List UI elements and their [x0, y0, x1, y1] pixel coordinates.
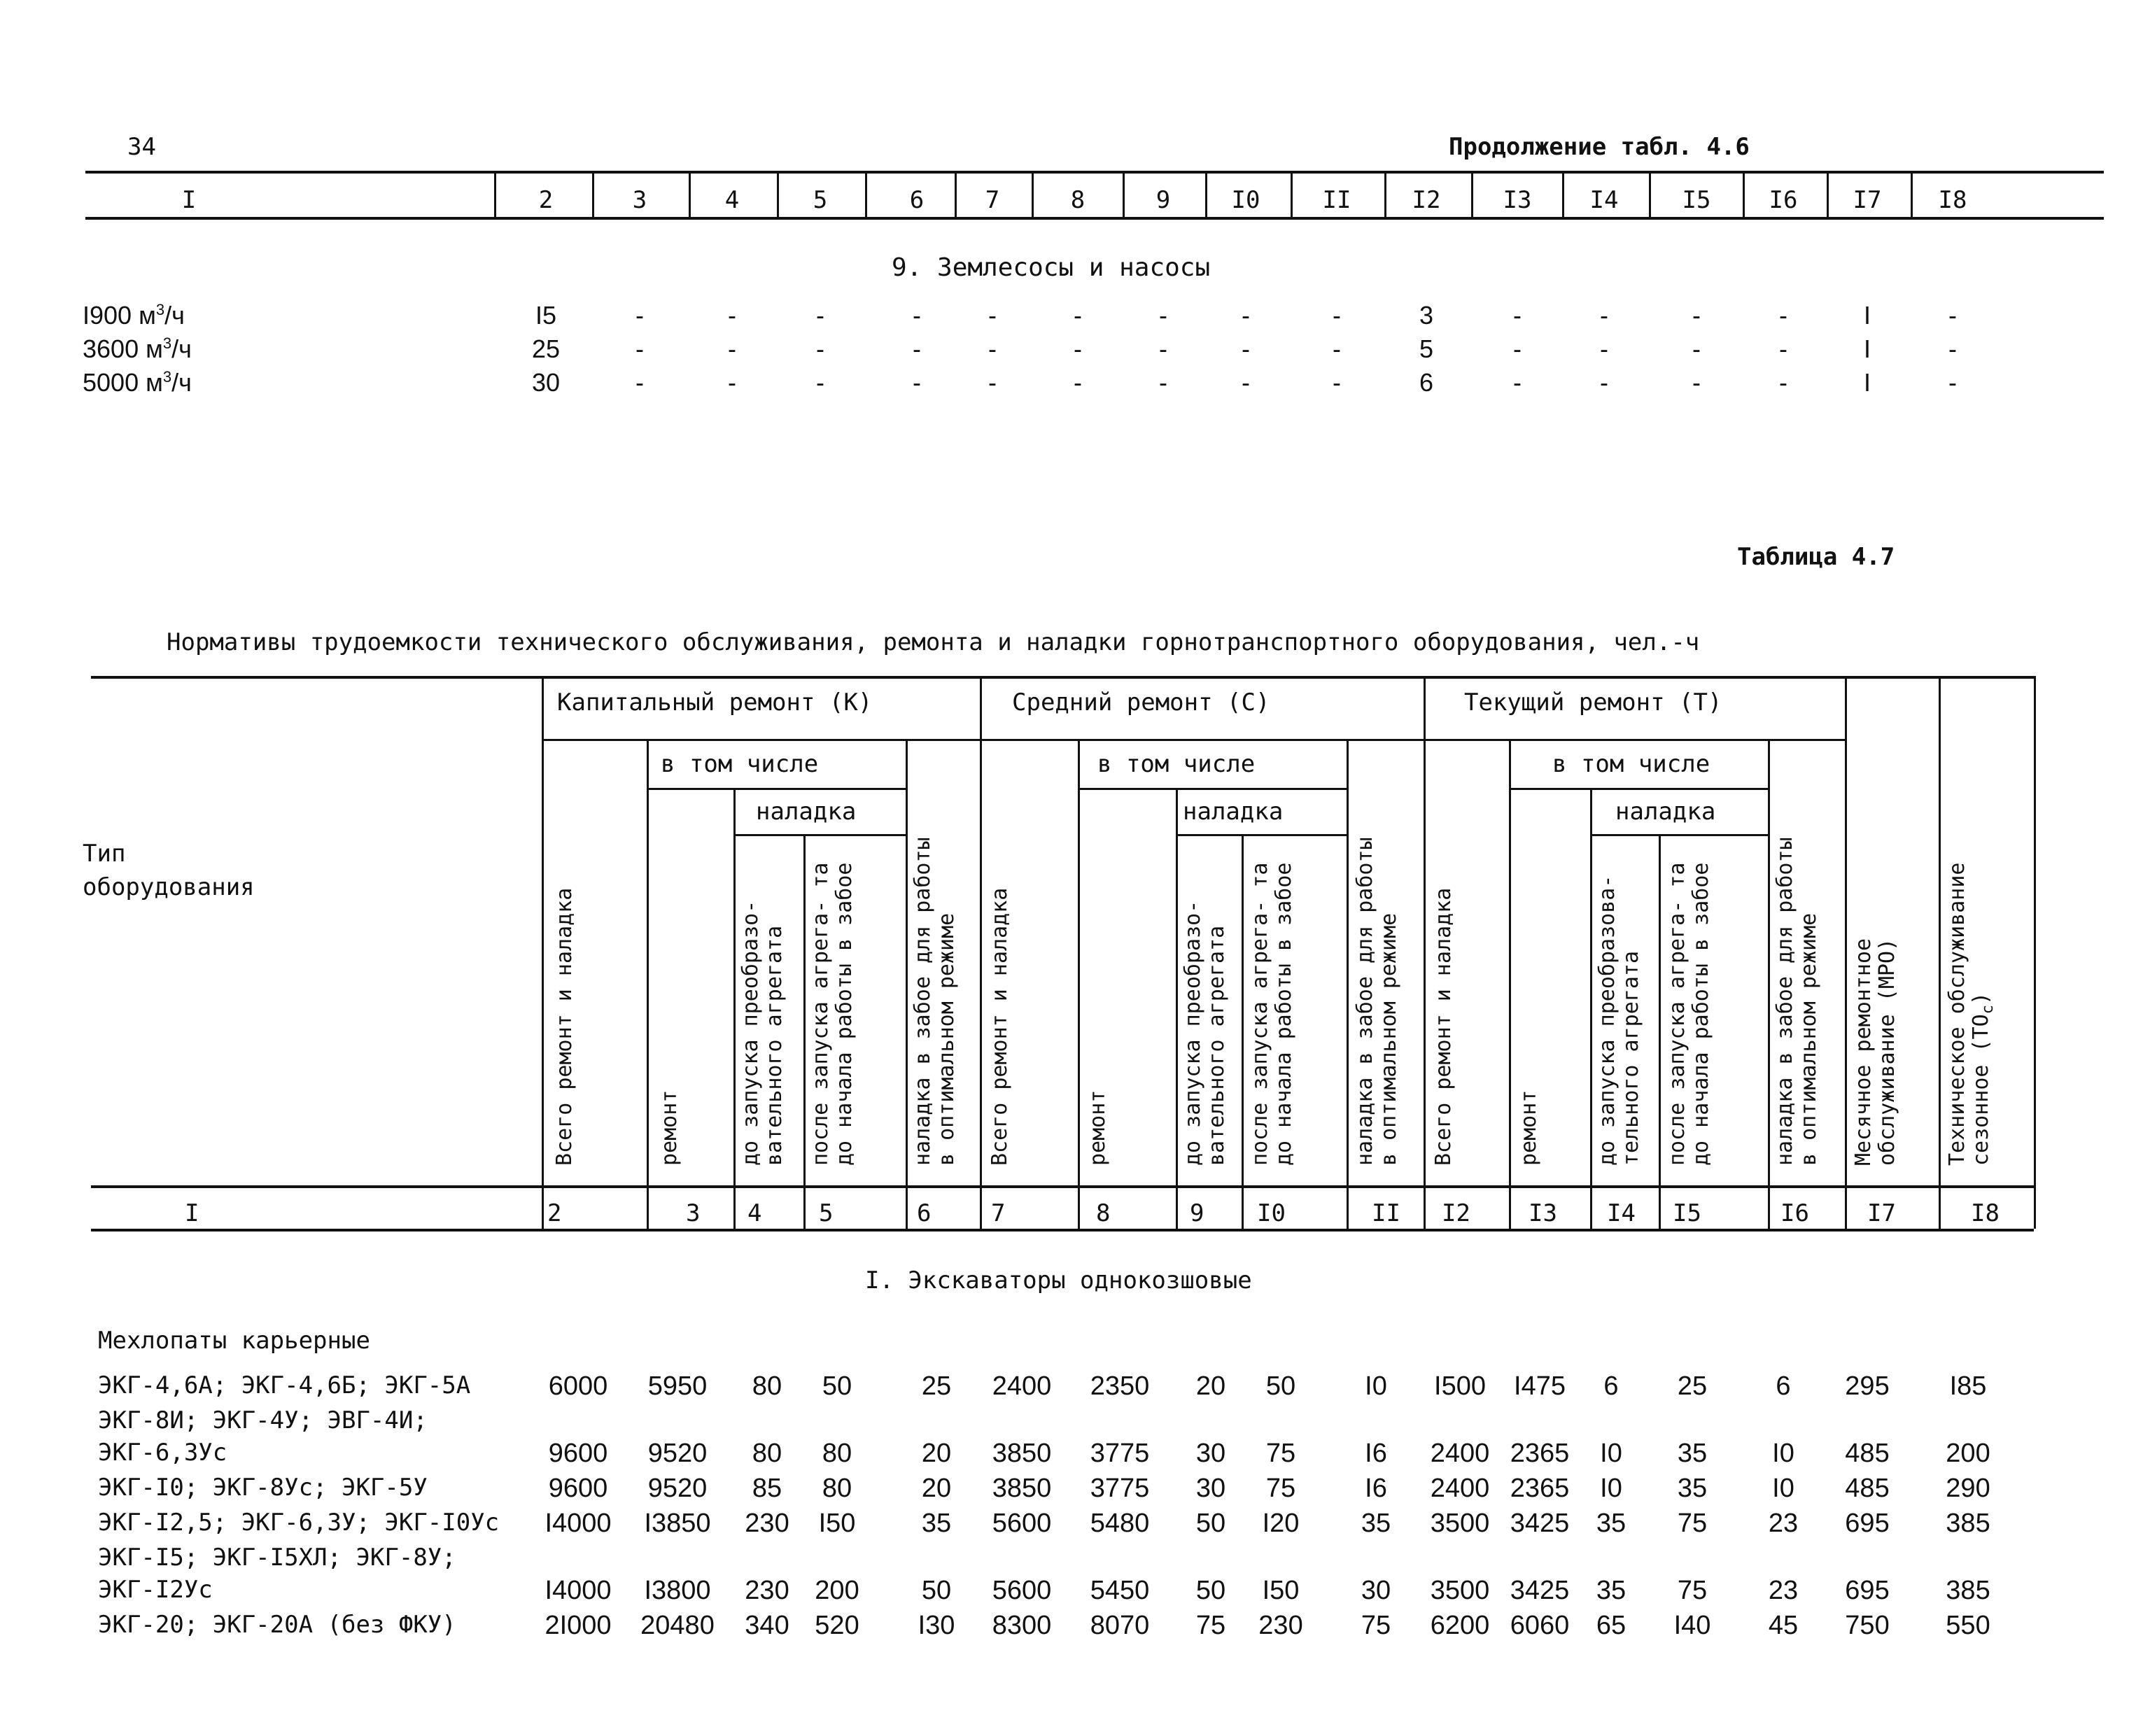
table-cell: 5600 — [992, 1509, 1052, 1538]
equipment-name: ЭКГ-I2,5; ЭКГ-6,3У; ЭКГ-I0Ус — [98, 1509, 500, 1537]
t46-cell: - — [988, 301, 997, 330]
table-cell: I50 — [1262, 1576, 1300, 1605]
t46-cell: - — [1074, 334, 1082, 363]
t46-divider — [1032, 171, 1034, 217]
t46-cell: - — [913, 334, 921, 363]
t46-col-number: 6 — [909, 186, 925, 214]
table-cell: 35 — [1596, 1509, 1626, 1538]
table-cell: 50 — [822, 1371, 852, 1401]
table-cell: 75 — [1677, 1576, 1708, 1605]
t46-col-number: I5 — [1682, 186, 1711, 214]
t46-row-label: 3600 $м^3/ч$ — [83, 334, 192, 363]
t47-col-number: I0 — [1257, 1199, 1286, 1227]
table-cell: I6 — [1365, 1474, 1387, 1503]
t47-col-number: 4 — [747, 1199, 762, 1227]
table-cell: 230 — [745, 1576, 789, 1605]
table-cell: 290 — [1946, 1474, 1990, 1503]
table-cell: 385 — [1946, 1509, 1990, 1538]
t46-cell: - — [1600, 368, 1608, 397]
t47-divider — [1590, 788, 1592, 1229]
t47-divider — [1509, 739, 1511, 1229]
t47-s-nal-rule — [1176, 834, 1347, 836]
t47-divider — [1768, 739, 1770, 1229]
table-cell: I475 — [1514, 1371, 1566, 1401]
t46-cell: - — [816, 301, 824, 330]
t46-section-title: 9. Землесосы и насосы — [892, 253, 1211, 282]
s-naladka-label: наладка — [1183, 798, 1284, 826]
t46-cell: - — [635, 368, 644, 397]
table-cell: 6 — [1776, 1371, 1791, 1401]
col-3-header: ремонт — [657, 1089, 682, 1166]
t46-col-number: 7 — [985, 186, 1000, 214]
t46-cell: - — [635, 334, 644, 363]
t46-cell: - — [1692, 368, 1701, 397]
table-cell: I50 — [818, 1509, 856, 1538]
t47-divider — [1347, 739, 1349, 1229]
t47-top-rule — [91, 676, 2034, 679]
table-cell: 695 — [1845, 1509, 1890, 1538]
table-label: Таблица 4.7 — [1737, 543, 1895, 571]
table-cell: 35 — [1677, 1439, 1708, 1468]
table-cell: 200 — [815, 1576, 859, 1605]
table-cell: 75 — [1361, 1611, 1391, 1640]
t-vtom-label: в том числе — [1552, 750, 1710, 778]
table-cell: 3850 — [992, 1474, 1052, 1503]
k-vtom-label: в том числе — [661, 750, 819, 778]
t46-divider — [1123, 171, 1125, 217]
t47-divider — [1939, 676, 1941, 1229]
t46-cell: - — [988, 334, 997, 363]
t46-divider — [777, 171, 779, 217]
table-cell: 30 — [1361, 1576, 1391, 1605]
t47-col-number: 8 — [1096, 1199, 1111, 1227]
table-cell: 3425 — [1510, 1576, 1570, 1605]
table-cell: 75 — [1265, 1474, 1296, 1503]
table-cell: 80 — [752, 1371, 782, 1401]
t47-divider — [980, 676, 982, 1229]
t46-cell: - — [1948, 301, 1957, 330]
t46-cell: I5 — [535, 301, 557, 330]
t46-cell: I — [1863, 368, 1871, 397]
t46-cell: - — [1159, 334, 1167, 363]
table-cell: 2400 — [1430, 1474, 1490, 1503]
table-cell: 20 — [921, 1439, 952, 1468]
t46-divider — [592, 171, 594, 217]
continuation-label: Продолжение табл. 4.6 — [1449, 133, 1750, 161]
t46-cell: 5 — [1419, 334, 1434, 363]
t46-col-number: 3 — [632, 186, 647, 214]
section-title: I. Экскаваторы однокозшовые — [865, 1266, 1252, 1294]
col-13-header: ремонт — [1517, 1089, 1541, 1166]
table-cell: 295 — [1845, 1371, 1890, 1401]
t47-k-nal-rule — [733, 834, 906, 836]
t47-divider — [906, 739, 908, 1229]
table-cell: 2365 — [1510, 1439, 1570, 1468]
t46-col-number: I3 — [1503, 186, 1532, 214]
t46-cell: - — [1692, 334, 1701, 363]
t47-col-number: I4 — [1607, 1199, 1636, 1227]
t46-cell: I — [1863, 301, 1871, 330]
table-cell: 30 — [1195, 1439, 1226, 1468]
group-t-label: Текущий ремонт (Т) — [1464, 689, 1722, 717]
t46-bottom-rule — [85, 217, 2104, 220]
t46-cell: I — [1863, 334, 1871, 363]
t47-divider — [1845, 676, 1847, 1229]
table-cell: 520 — [815, 1611, 859, 1640]
t47-col-number: I6 — [1780, 1199, 1809, 1227]
t46-cell: - — [1159, 368, 1167, 397]
t47-col-number: 5 — [819, 1199, 834, 1227]
col-16-header: наладка в забое для работы в оптимальном режиме — [1773, 837, 1821, 1166]
t47-col-number: 6 — [917, 1199, 932, 1227]
table-cell: 5480 — [1090, 1509, 1150, 1538]
table-cell: 3500 — [1430, 1576, 1490, 1605]
table-cell: 6000 — [548, 1371, 608, 1401]
t46-col-number: 9 — [1155, 186, 1171, 214]
t46-cell: 25 — [531, 334, 561, 363]
col-9-header: до запуска преобразо- вательного агрегата — [1181, 900, 1229, 1166]
col-8-header: ремонт — [1085, 1089, 1110, 1166]
t47-t-vtom-rule — [1509, 788, 1768, 790]
table-cell: 485 — [1845, 1439, 1890, 1468]
table-cell: 20 — [1195, 1371, 1226, 1401]
col-15-header: после запуска агрега- та до начала работы в забое — [1665, 862, 1713, 1166]
table-cell: 23 — [1768, 1509, 1799, 1538]
equipment-name: ЭКГ-8И; ЭКГ-4У; ЭВГ-4И; — [98, 1406, 428, 1434]
t47-divider — [1659, 834, 1661, 1229]
table-cell: 80 — [822, 1439, 852, 1468]
table-cell: 35 — [1361, 1509, 1391, 1538]
t46-cell: 30 — [531, 368, 561, 397]
t47-s-vtom-rule — [1078, 788, 1347, 790]
t46-cell: - — [728, 301, 736, 330]
t46-cell: - — [1779, 301, 1787, 330]
col-4-header: до запуска преобразо- вательного агрегата — [738, 900, 787, 1166]
t46-cell: - — [1242, 368, 1250, 397]
table-cell: 35 — [1677, 1474, 1708, 1503]
table-cell: 3425 — [1510, 1509, 1570, 1538]
table-cell: 6 — [1603, 1371, 1619, 1401]
table-cell: 3850 — [992, 1439, 1052, 1468]
t46-cell: - — [816, 334, 824, 363]
table-cell: 50 — [1265, 1371, 1296, 1401]
table-cell: 75 — [1265, 1439, 1296, 1468]
table-caption: Нормативы трудоемкости технического обслуживания, ремонта и наладки горнотранспортного оборудования, чел.-ч — [167, 628, 1700, 656]
t46-cell: - — [1600, 301, 1608, 330]
t46-cell: - — [1074, 368, 1082, 397]
col-2-header: Всего ремонт и наладка — [552, 887, 577, 1166]
t46-divider — [1471, 171, 1473, 217]
t46-cell: - — [1333, 334, 1341, 363]
table-cell: 75 — [1195, 1611, 1226, 1640]
t47-divider — [1242, 834, 1244, 1229]
t46-col-number: I — [181, 186, 197, 214]
t47-numbers-bottom-rule — [91, 1229, 2034, 1232]
t46-col-number: 5 — [813, 186, 828, 214]
t47-col-number: 3 — [686, 1199, 701, 1227]
table-cell: I0 — [1772, 1439, 1794, 1468]
table-cell: 80 — [752, 1439, 782, 1468]
t46-cell: - — [1948, 368, 1957, 397]
t46-col-number: I8 — [1938, 186, 1967, 214]
t47-divider — [1176, 788, 1178, 1229]
table-cell: 5450 — [1090, 1576, 1150, 1605]
table-cell: 2365 — [1510, 1474, 1570, 1503]
t46-cell: - — [1600, 334, 1608, 363]
col-11-header: наладка в забое для работы в оптимальном режиме — [1353, 837, 1401, 1166]
t46-cell: - — [1692, 301, 1701, 330]
t47-col-number: I2 — [1442, 1199, 1470, 1227]
table-cell: 9520 — [647, 1439, 708, 1468]
t47-col-number: I5 — [1673, 1199, 1701, 1227]
t46-col-number: 4 — [724, 186, 740, 214]
t46-divider — [689, 171, 691, 217]
equipment-name: ЭКГ-20; ЭКГ-20А (без ФКУ) — [98, 1611, 456, 1639]
table-cell: 695 — [1845, 1576, 1890, 1605]
table-cell: 200 — [1946, 1439, 1990, 1468]
t46-cell: - — [635, 301, 644, 330]
t47-col-number: 9 — [1190, 1199, 1204, 1227]
col-5-header: после запуска агрега- та до начала работы в забое — [808, 862, 857, 1166]
table-cell: 50 — [1195, 1509, 1226, 1538]
t46-cell: - — [1948, 334, 1957, 363]
group-k-label: Капитальный ремонт (К) — [557, 689, 873, 717]
t46-cell: 3 — [1419, 301, 1434, 330]
t46-cell: - — [1779, 334, 1787, 363]
table-cell: 9600 — [548, 1474, 608, 1503]
t46-divider — [1291, 171, 1293, 217]
col-17-header: Месячное ремонтное обслуживание (МРО) — [1851, 938, 1899, 1166]
t46-row-label: I900 $м^3/ч$ — [83, 301, 185, 330]
table-cell: 3775 — [1090, 1474, 1150, 1503]
t47-divider — [2034, 676, 2036, 1229]
col-7-header: Всего ремонт и наладка — [988, 887, 1012, 1166]
t46-divider — [494, 171, 496, 217]
t46-cell: - — [1159, 301, 1167, 330]
col-10-header: после запуска агрега- та до начала работы в забое — [1248, 862, 1296, 1166]
table-cell: 80 — [822, 1474, 852, 1503]
type-column-header: Тип оборудования — [83, 840, 255, 901]
table-cell: 25 — [921, 1371, 952, 1401]
t47-divider — [803, 834, 806, 1229]
t46-cell: - — [816, 368, 824, 397]
table-cell: I500 — [1434, 1371, 1486, 1401]
col-12-header: Всего ремонт и наладка — [1431, 887, 1456, 1166]
t46-cell: - — [1513, 301, 1522, 330]
table-cell: I0 — [1600, 1439, 1622, 1468]
table-cell: 2400 — [1430, 1439, 1490, 1468]
t46-col-number: I2 — [1412, 186, 1441, 214]
table-cell: I20 — [1262, 1509, 1300, 1538]
table-cell: 5950 — [647, 1371, 708, 1401]
t46-cell: - — [1242, 301, 1250, 330]
t46-col-number: I0 — [1231, 186, 1260, 214]
s-vtom-label: в том числе — [1097, 750, 1256, 778]
t46-cell: - — [913, 368, 921, 397]
t46-col-number: I6 — [1769, 186, 1798, 214]
equipment-name: ЭКГ-4,6А; ЭКГ-4,6Б; ЭКГ-5А — [98, 1371, 471, 1399]
table-cell: I4000 — [544, 1509, 612, 1538]
t47-col-number: 7 — [991, 1199, 1006, 1227]
t46-top-rule — [85, 171, 2104, 174]
t46-cell: - — [988, 368, 997, 397]
t46-divider — [1911, 171, 1913, 217]
t46-cell: - — [728, 368, 736, 397]
table-cell: 6060 — [1510, 1611, 1570, 1640]
t47-col-number: I3 — [1529, 1199, 1557, 1227]
table-cell: 485 — [1845, 1474, 1890, 1503]
k-naladka-label: наладка — [756, 798, 857, 826]
t47-divider — [733, 788, 736, 1229]
equipment-name: ЭКГ-I2Ус — [98, 1576, 213, 1604]
t46-cell: - — [913, 301, 921, 330]
t46-cell: - — [1242, 334, 1250, 363]
t46-cell: - — [1513, 334, 1522, 363]
t46-row-label: 5000 $м^3/ч$ — [83, 368, 192, 397]
col-14-header: до запуска преобразова- тельного агрегата — [1595, 875, 1643, 1166]
table-cell: 8070 — [1090, 1611, 1150, 1640]
table-cell: 75 — [1677, 1509, 1708, 1538]
t46-col-number: I7 — [1853, 186, 1882, 214]
t46-cell: - — [1779, 368, 1787, 397]
table-cell: 2400 — [992, 1371, 1052, 1401]
t46-cell: - — [728, 334, 736, 363]
t46-divider — [1827, 171, 1829, 217]
table-cell: 5600 — [992, 1576, 1052, 1605]
table-cell: I30 — [918, 1611, 955, 1640]
table-cell: 750 — [1845, 1611, 1890, 1640]
t47-col-number: I8 — [1971, 1199, 2000, 1227]
table-cell: 230 — [745, 1509, 789, 1538]
table-cell: I85 — [1949, 1371, 1987, 1401]
t46-cell: - — [1333, 368, 1341, 397]
table-cell: 20480 — [640, 1611, 715, 1640]
table-cell: 3500 — [1430, 1509, 1490, 1538]
equipment-name: ЭКГ-6,3Ус — [98, 1439, 227, 1467]
t46-col-number: I4 — [1589, 186, 1619, 214]
t47-col-number: II — [1372, 1199, 1400, 1227]
table-cell: 2I000 — [544, 1611, 612, 1640]
t46-col-number: II — [1322, 186, 1351, 214]
table-cell: I0 — [1600, 1474, 1622, 1503]
table-cell: 9520 — [647, 1474, 708, 1503]
table-cell: 85 — [752, 1474, 782, 1503]
t46-col-number: 2 — [538, 186, 554, 214]
t47-col-number: I — [185, 1199, 199, 1227]
t46-divider — [865, 171, 867, 217]
table-cell: 340 — [745, 1611, 789, 1640]
t47-divider — [1424, 676, 1426, 1229]
table-cell: 50 — [921, 1576, 952, 1605]
col-18-header: Техническое обслуживание сезонное $(ТО_с)$ — [1945, 862, 1997, 1166]
t47-col-number: 2 — [547, 1199, 562, 1227]
equipment-name: ЭКГ-I0; ЭКГ-8Ус; ЭКГ-5У — [98, 1474, 428, 1502]
t46-col-number: 8 — [1070, 186, 1085, 214]
table-cell: 550 — [1946, 1611, 1990, 1640]
t46-cell: - — [1333, 301, 1341, 330]
t46-cell: - — [1513, 368, 1522, 397]
t47-divider — [1078, 739, 1080, 1229]
table-cell: I40 — [1673, 1611, 1711, 1640]
t-naladka-label: наладка — [1615, 798, 1716, 826]
table-cell: 50 — [1195, 1576, 1226, 1605]
table-cell: 3775 — [1090, 1439, 1150, 1468]
table-cell: 8300 — [992, 1611, 1052, 1640]
table-cell: I0 — [1772, 1474, 1794, 1503]
equipment-name: ЭКГ-I5; ЭКГ-I5ХЛ; ЭКГ-8У; — [98, 1544, 456, 1572]
t46-divider — [1562, 171, 1564, 217]
table-cell: I3850 — [644, 1509, 711, 1538]
subsection-title: Мехлопаты карьерные — [98, 1327, 370, 1355]
table-cell: 25 — [1677, 1371, 1708, 1401]
t47-divider — [542, 676, 544, 1229]
t46-cell: - — [1074, 301, 1082, 330]
t46-divider — [1205, 171, 1207, 217]
table-cell: 65 — [1596, 1611, 1626, 1640]
t47-col-number: I7 — [1867, 1199, 1896, 1227]
t46-divider — [955, 171, 957, 217]
t47-k-vtom-rule — [647, 788, 906, 790]
page-number: 34 — [127, 133, 156, 161]
table-cell: 6200 — [1430, 1611, 1490, 1640]
table-cell: 35 — [921, 1509, 952, 1538]
table-cell: I3800 — [644, 1576, 711, 1605]
table-cell: 9600 — [548, 1439, 608, 1468]
t46-cell: 6 — [1419, 368, 1434, 397]
table-cell: 20 — [921, 1474, 952, 1503]
table-cell: I4000 — [544, 1576, 612, 1605]
t47-t-nal-rule — [1590, 834, 1768, 836]
t46-divider — [1384, 171, 1386, 217]
table-cell: I0 — [1365, 1371, 1387, 1401]
table-cell: 45 — [1768, 1611, 1799, 1640]
group-s-label: Средний ремонт (С) — [1012, 689, 1270, 717]
t47-divider — [647, 739, 649, 1229]
t46-divider — [1649, 171, 1651, 217]
table-cell: 23 — [1768, 1576, 1799, 1605]
t47-header-bottom-rule — [91, 1185, 2034, 1188]
table-cell: 2350 — [1090, 1371, 1150, 1401]
table-cell: 30 — [1195, 1474, 1226, 1503]
t47-group-rule — [542, 739, 1845, 741]
table-cell: I6 — [1365, 1439, 1387, 1468]
table-cell: 35 — [1596, 1576, 1626, 1605]
table-cell: 230 — [1258, 1611, 1303, 1640]
col-6-header: наладка в забое для работы в оптимальном режиме — [911, 837, 959, 1166]
t46-divider — [1743, 171, 1745, 217]
table-cell: 385 — [1946, 1576, 1990, 1605]
